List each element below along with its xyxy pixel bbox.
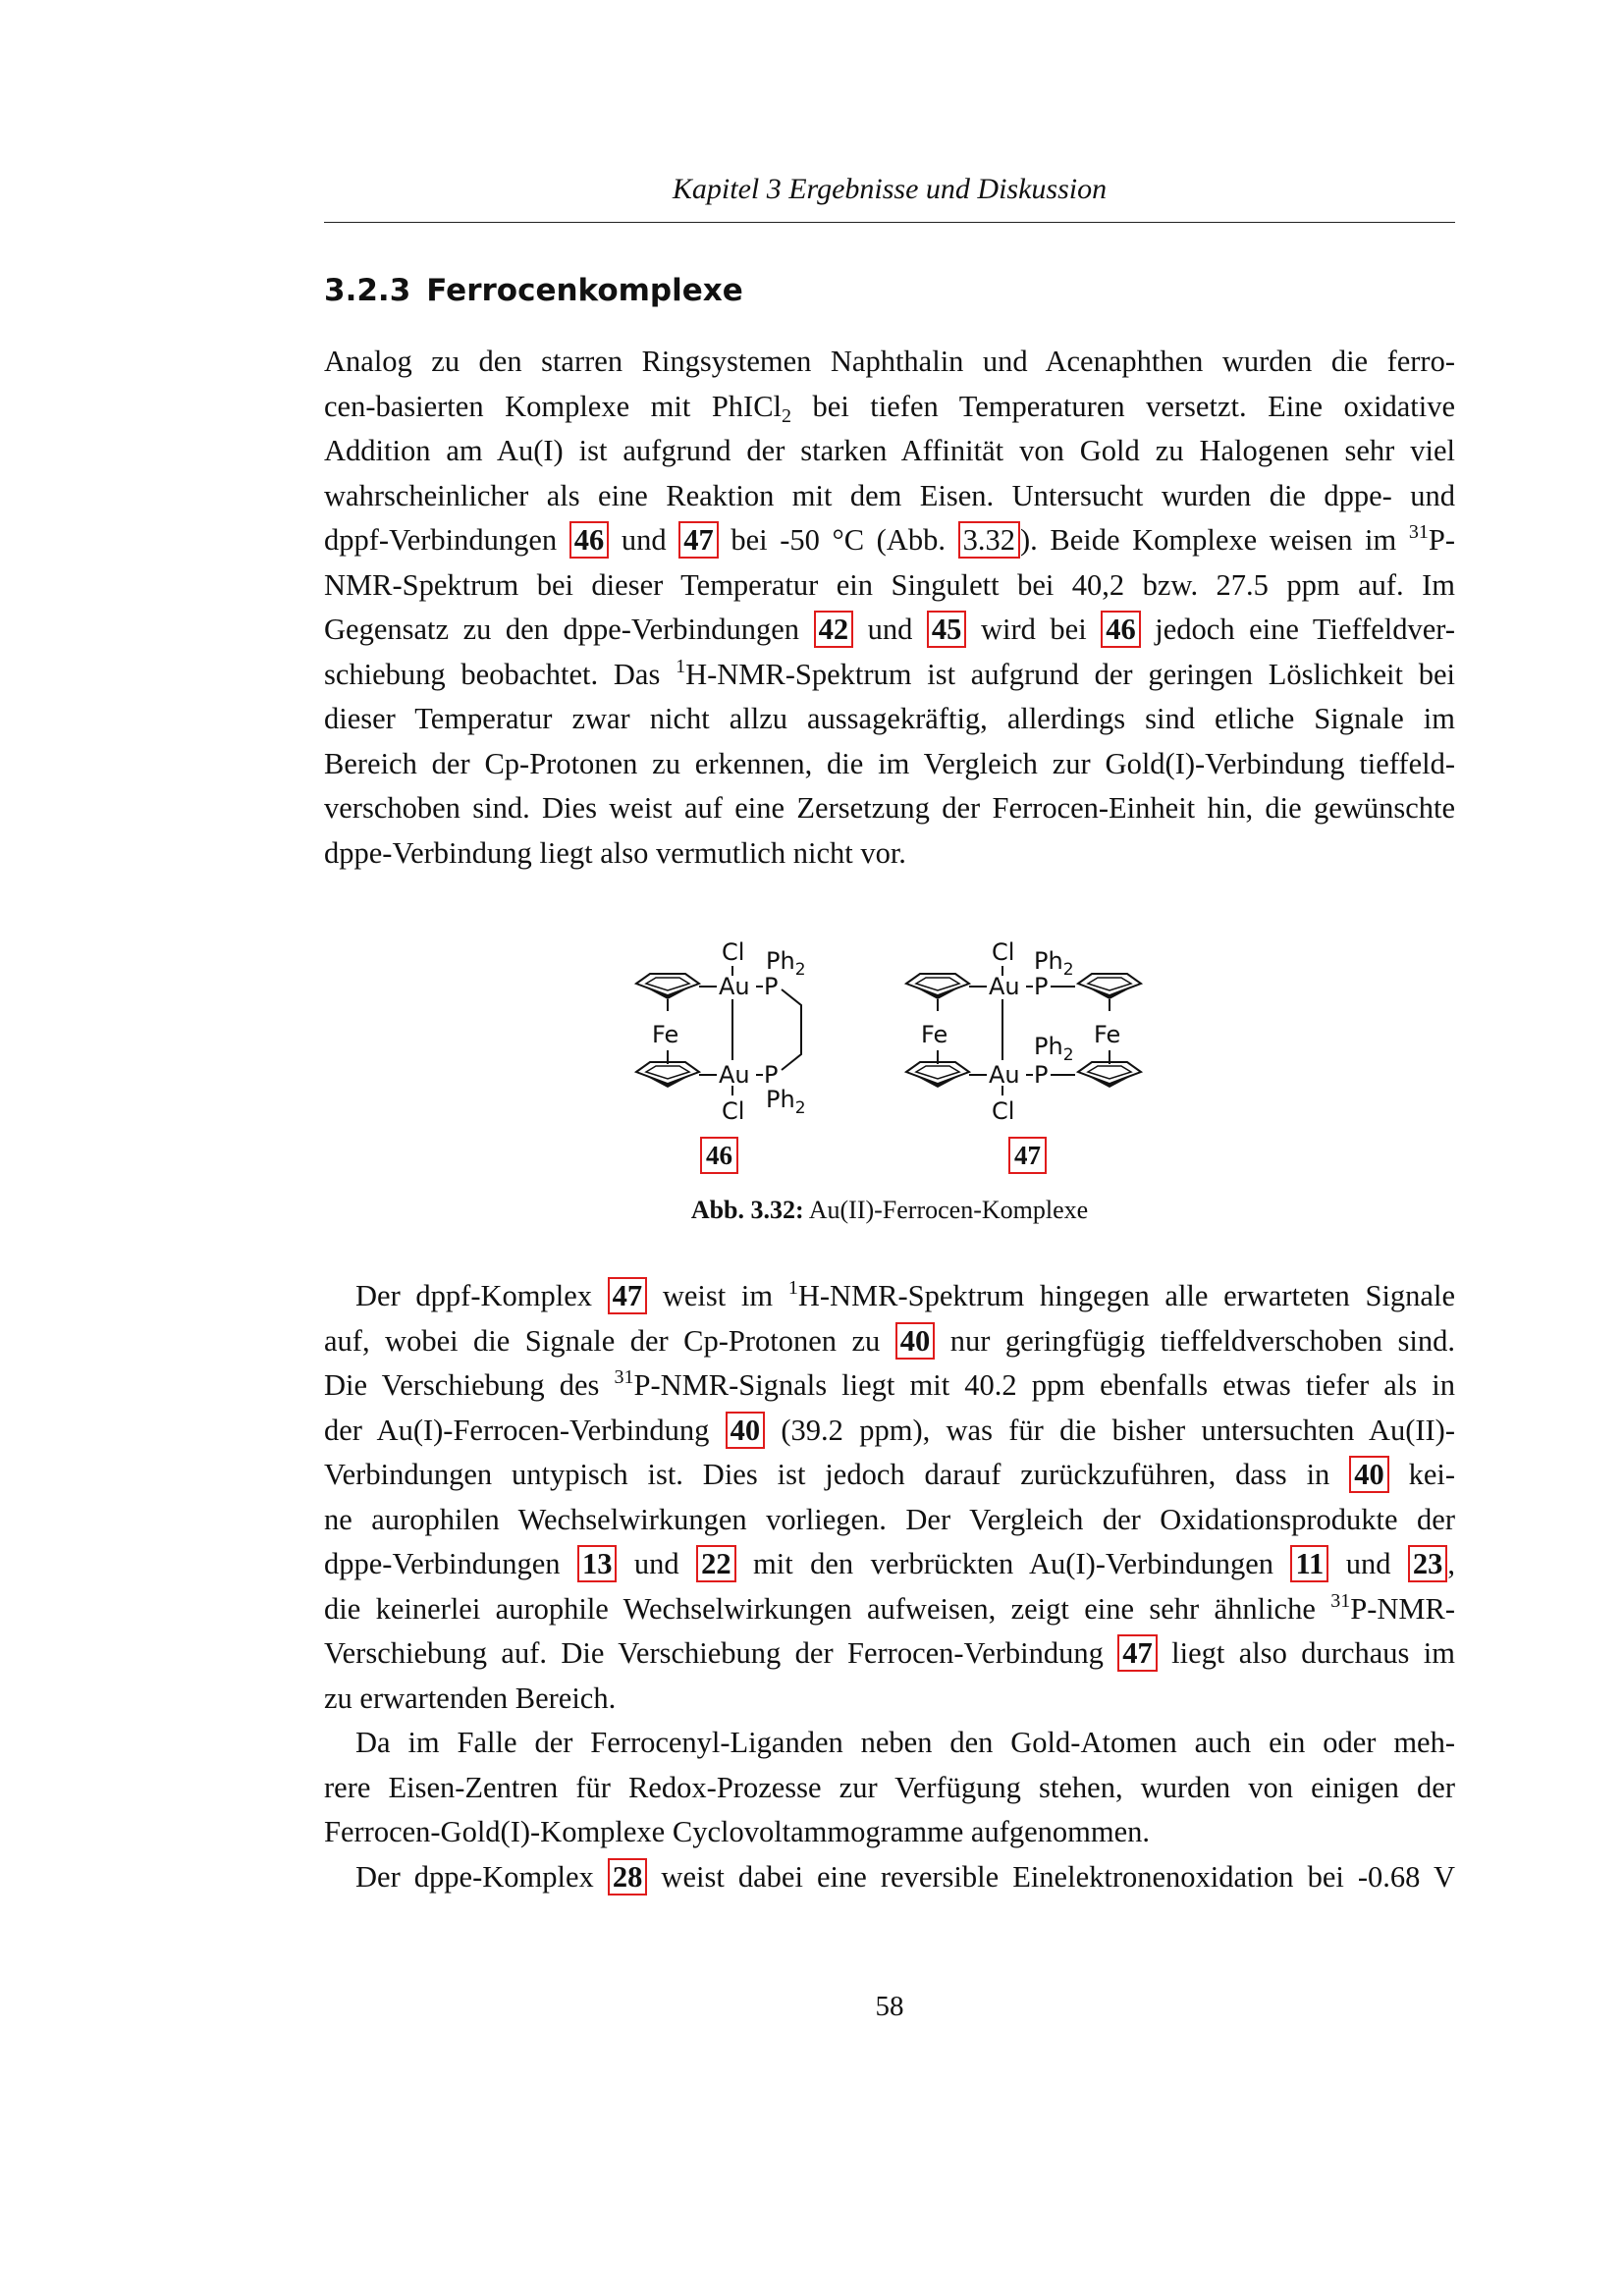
page-number: 58 xyxy=(875,1991,904,2022)
text-line: schiebung beobachtet. Das $^1$H-NMR-Spektrum ist aufgrund der geringen Löslichkeit bei xyxy=(324,655,1456,691)
text-line: dppe-Verbindungen 13 und 22 mit den verbrückten Au(I)-Verbindungen 11 und 23 , xyxy=(324,1547,1456,1580)
text-line: auf, wobei die Signale der Cp-Protonen zu 40 nur geringfügig tieffeldverschoben sind. xyxy=(324,1323,1455,1358)
paragraph-3 xyxy=(324,1721,1455,1855)
paragraph-2 xyxy=(324,1274,1455,1721)
section-title: Ferrocenkomplexe xyxy=(426,273,743,308)
fe-label: Fe xyxy=(1094,1021,1121,1048)
ph2-label: $Ph_2$ xyxy=(766,947,806,980)
text-line: Verschiebung auf. Die Verschiebung der Ferrocen-Verbindung 47 liegt also durchaus im xyxy=(324,1636,1455,1670)
compound-label-47[interactable]: 47 xyxy=(1008,1137,1047,1174)
cl-label: Cl xyxy=(992,1097,1015,1125)
au-label: Au xyxy=(989,1061,1020,1089)
text-line: wahrscheinlicher als eine Reaktion mit dem Eisen. Untersucht wurden die dppe- und xyxy=(324,478,1455,512)
paragraph-1 xyxy=(324,340,1455,876)
text-line: dieser Temperatur zwar nicht allzu aussagekräftig, allerdings sind etliche Signale im xyxy=(324,702,1455,735)
p-label: P xyxy=(1034,1061,1049,1089)
text-line: Die Verschiebung des $^{31}$P-NMR-Signals liegt mit 40.2 ppm ebenfalls etwas tiefer als in xyxy=(324,1366,1455,1402)
text-line: cen-basierten Komplexe mit PhICl$_2$ bei tiefen Temperaturen versetzt. Eine oxidative xyxy=(324,389,1455,427)
text-line: Bereich der Cp-Protonen zu erkennen, die im Vergleich zur Gold(I)-Verbindung tieffeld- xyxy=(324,746,1455,780)
caption-text: Au(II)-Ferrocen-Komplexe xyxy=(803,1196,1089,1224)
compound-ref-link[interactable]: 47 xyxy=(608,1277,648,1314)
compound-ref-link[interactable]: 22 xyxy=(696,1545,736,1582)
ph2-label: $Ph_2$ xyxy=(766,1086,806,1118)
text-line: die keinerlei aurophile Wechselwirkungen aufweisen, zeigt eine sehr ähnliche $^{31}$P-NMR- xyxy=(324,1589,1455,1626)
text-line: rere Eisen-Zentren für Redox-Prozesse zur Verfügung stehen, wurden von einigen der xyxy=(324,1770,1455,1804)
text-line: Da im Falle der Ferrocenyl-Liganden neben den Gold-Atomen auch ein oder meh- xyxy=(355,1726,1455,1759)
text-line: ne aurophilen Wechselwirkungen vorliegen. Der Vergleich der Oxidationsprodukte der xyxy=(324,1502,1455,1536)
ph2-label: $Ph_2$ xyxy=(1034,947,1074,980)
compound-ref-link[interactable]: 47 xyxy=(678,521,719,559)
compound-ref-link[interactable]: 46 xyxy=(569,521,610,559)
figure-caption xyxy=(324,1196,1455,1225)
text-line: Verbindungen untypisch ist. Dies ist jedoch darauf zurückzuführen, dass in 40 kei- xyxy=(324,1458,1455,1491)
p-label: P xyxy=(1034,973,1049,1000)
compound-ref-link[interactable]: 47 xyxy=(1117,1634,1158,1672)
text-line: zu erwartenden Bereich. xyxy=(324,1681,617,1715)
text-line: Analog zu den starren Ringsystemen Naphthalin und Acenaphthen wurden die ferro- xyxy=(324,345,1455,378)
caption-label: Abb. 3.32: xyxy=(690,1196,804,1224)
text-line: dppe-Verbindung liegt also vermutlich nicht vor. xyxy=(324,835,906,870)
compound-ref-link[interactable]: 42 xyxy=(814,611,854,648)
p-label: P xyxy=(764,973,779,1000)
compound-ref-link[interactable]: 40 xyxy=(726,1412,766,1449)
text-line: Der dppe-Komplex 28 weist dabei eine reversible Einelektronenoxidation bei -0.68 V xyxy=(355,1860,1455,1894)
compound-ref-link[interactable]: 13 xyxy=(577,1545,618,1582)
compound-label-46[interactable]: 46 xyxy=(700,1137,738,1174)
p-label: P xyxy=(764,1061,779,1089)
compound-ref-link[interactable]: 40 xyxy=(1349,1456,1389,1493)
text-line: der Au(I)-Ferrocen-Verbindung 40 (39.2 ppm), was für die bisher untersuchten Au(II)- xyxy=(324,1413,1455,1447)
header-rule xyxy=(324,222,1455,223)
figure-ref-link[interactable]: 3.32 xyxy=(958,521,1020,559)
cl-label: Cl xyxy=(722,1097,745,1125)
figure-ferrocene-complexes xyxy=(609,921,1198,1186)
ph2-label: $Ph_2$ xyxy=(1034,1033,1074,1065)
au-label: Au xyxy=(719,973,750,1000)
text-line: NMR-Spektrum bei dieser Temperatur ein Singulett bei 40,2 bzw. 27.5 ppm auf. Im xyxy=(324,567,1455,602)
compound-ref-link[interactable]: 28 xyxy=(608,1858,648,1896)
compound-ref-link[interactable]: 40 xyxy=(895,1322,936,1360)
fe-label: Fe xyxy=(652,1021,679,1048)
cl-label: Cl xyxy=(992,938,1015,966)
text-line: Ferrocen-Gold(I)-Komplexe Cyclovoltammogramme aufgenommen. xyxy=(324,1815,1151,1848)
complex-47-structure xyxy=(906,938,1141,1125)
compound-ref-link[interactable]: 46 xyxy=(1101,611,1141,648)
structure-drawing xyxy=(609,921,1198,1186)
compound-ref-link[interactable]: 45 xyxy=(927,611,967,648)
text-line: verschoben sind. Dies weist auf eine Zersetzung der Ferrocen-Einheit hin, die gewünschte xyxy=(324,791,1455,825)
running-header: Kapitel 3 Ergebnisse und Diskussion xyxy=(672,173,1108,205)
compound-ref-link[interactable]: 23 xyxy=(1408,1545,1448,1582)
complex-46-structure xyxy=(636,938,806,1125)
text-line: dppf-Verbindungen 46 und 47 bei -50 °C (Abb. 3.32 ). Beide Komplexe weisen im $^{31}$P- xyxy=(324,521,1455,557)
compound-ref-link[interactable]: 11 xyxy=(1290,1545,1328,1582)
text-line: Der dppf-Komplex 47 weist im $^1$H-NMR-Spektrum hingegen alle erwarteten Signale xyxy=(355,1277,1455,1312)
fe-label: Fe xyxy=(921,1021,948,1048)
section-heading xyxy=(324,273,743,308)
au-label: Au xyxy=(989,973,1020,1000)
text-line: Addition am Au(I) ist aufgrund der starken Affinität von Gold zu Halogenen sehr viel xyxy=(324,434,1455,467)
au-label: Au xyxy=(719,1061,750,1089)
paragraph-4 xyxy=(324,1855,1455,1900)
text-line: Gegensatz zu den dppe-Verbindungen 42 und 45 wird bei 46 jedoch eine Tieffeldver- xyxy=(324,613,1456,646)
cl-label: Cl xyxy=(722,938,745,966)
section-number: 3.2.3 xyxy=(324,273,411,308)
